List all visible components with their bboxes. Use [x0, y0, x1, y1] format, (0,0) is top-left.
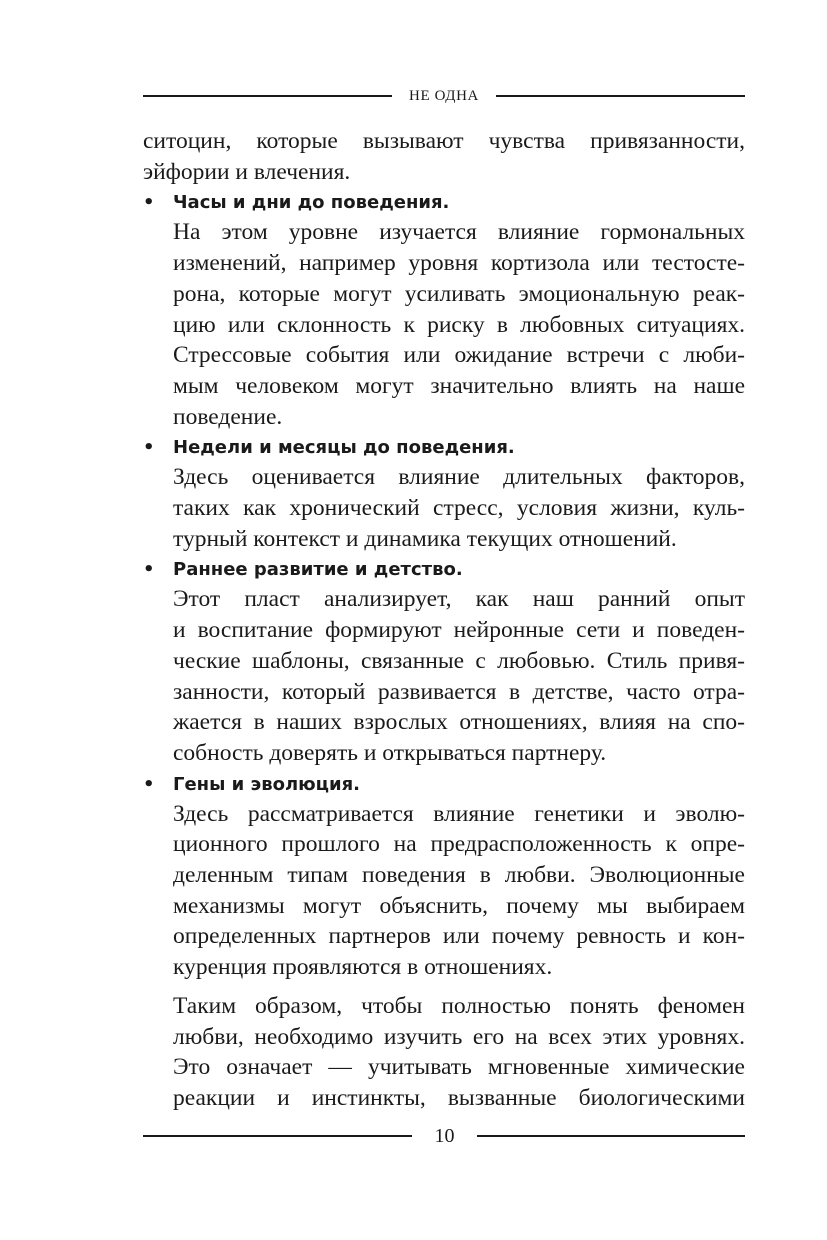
bullet-heading-hours-days [143, 190, 745, 216]
book-page [143, 0, 745, 1240]
text-line: ционного прошлого на предрасположенность к опре- [173, 831, 745, 858]
text-line: Этот пласт анализирует, как наш ранний опыт [173, 586, 745, 613]
text-line: любви, необходимо изучить его на всех этих уровнях. [173, 1023, 745, 1050]
text-line: ческие шаблоны, связанные с любовью. Стиль привя- [173, 647, 745, 674]
header-rule-right [496, 95, 745, 97]
text-line: мым человеком могут значительно влиять на наше [173, 372, 745, 399]
text-line: эйфории и влечения. [143, 158, 351, 185]
text-line: собность доверять и открываться партнеру. [173, 739, 607, 766]
paragraph-genes-evolution [143, 799, 745, 983]
text-line: определенных партнеров или почему ревность и кон- [173, 923, 745, 950]
text-line: На этом уровне изучается влияние гормональных [173, 219, 745, 246]
text-line: Это означает — учитывать мгновенные химические [173, 1054, 745, 1081]
text-line: деленным типам поведения в любви. Эволюционные [173, 862, 745, 889]
bullet-heading-text: Часы и дни до поведения. [173, 192, 450, 214]
bullet-heading-text: Гены и эволюция. [173, 773, 360, 795]
paragraph-continuation [143, 126, 745, 187]
text-line: таких как хронический стресс, условия жизни, куль- [173, 495, 745, 522]
bullet-mark: • [143, 559, 155, 581]
footer-rule-left [143, 1135, 412, 1137]
bullet-heading-text: Раннее развитие и детство. [173, 559, 463, 581]
bullet-mark: • [143, 192, 155, 214]
page-number: 10 [434, 1125, 455, 1147]
text-line: механизмы могут объяснить, почему мы выбираем [173, 892, 745, 919]
text-line: куренция проявляются в отношениях. [173, 954, 553, 981]
bullet-heading-text: Недели и месяцы до поведения. [173, 437, 515, 459]
bullet-mark: • [143, 773, 155, 795]
text-line: Таким образом, чтобы полностью понять феномен [173, 992, 745, 1019]
bullet-heading-early-development [143, 557, 745, 583]
text-line: занности, который развивается в детстве, часто отра- [173, 678, 745, 705]
bullet-mark: • [143, 437, 155, 459]
paragraph-hours-days [143, 217, 745, 432]
header-rule-left [143, 95, 392, 97]
text-line: ситоцин, которые вызывают чувства привязанности, [143, 128, 745, 154]
text-line: поведение. [173, 403, 283, 430]
paragraph-conclusion [143, 991, 745, 1114]
bullet-heading-genes-evolution [143, 772, 745, 798]
footer-rule-right [477, 1135, 745, 1137]
text-line: Здесь рассматривается влияние генетики и эволю- [173, 800, 745, 827]
running-title: НЕ ОДНА [409, 88, 479, 104]
text-line: жается в наших взрослых отношениях, влияя на спо- [173, 709, 745, 736]
text-line: рона, которые могут усиливать эмоциональную реак- [173, 280, 745, 307]
text-line: Стрессовые события или ожидание встречи с люби- [173, 342, 745, 369]
text-line: изменений, например уровня кортизола или тестосте- [173, 250, 745, 277]
page-footer [143, 1123, 745, 1149]
bullet-heading-weeks-months [143, 435, 745, 461]
text-line: и воспитание формируют нейронные сети и поведен- [173, 617, 745, 644]
running-head [143, 84, 745, 108]
paragraph-weeks-months [143, 462, 745, 554]
body-text [143, 126, 745, 1114]
text-line: реакции и инстинкты, вызванные биологическими [173, 1084, 745, 1111]
text-line: турный контекст и динамика текущих отношений. [173, 525, 677, 552]
text-line: цию или склонность к риску в любовных ситуациях. [173, 311, 745, 338]
paragraph-early-development [143, 584, 745, 768]
text-line: Здесь оценивается влияние длительных факторов, [173, 464, 745, 491]
